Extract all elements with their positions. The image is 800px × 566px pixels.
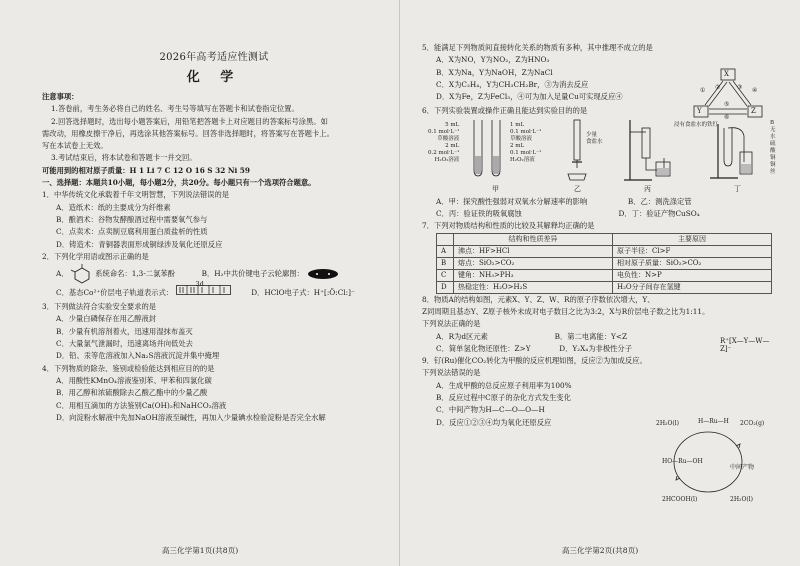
node-x: X — [724, 70, 729, 78]
q2-stem: 2．下列化学用语或图示正确的是 — [42, 251, 149, 261]
q9-option-a: A．生成甲酸的总反应原子利用率为100% — [436, 380, 572, 390]
q6-option-d: D．丁：验证产物CuSO₄ — [618, 209, 700, 219]
cycle-water-out: 2H₂O(l) — [730, 496, 753, 503]
q1-option-a: A．造纸术：纸的主要成分为纤维素 — [56, 202, 171, 212]
q5-option-b: B．X为Na，Y为NaOH，Z为NaCl — [436, 67, 553, 77]
q2-row-ab — [42, 263, 386, 285]
q4-option-b: B．用乙醇和浓硫酸除去乙酸乙酯中的少量乙酸 — [56, 388, 208, 398]
q8-stem-2: Z同周期且基态Y、Z原子核外未成对电子数目之比为3:2，X与R价层电子数之比为1:11。 — [422, 306, 710, 316]
table-row: C 键角：NH₃>PH₃ 电负性：N>P — [437, 269, 772, 281]
q6-stem: 6．下列实验装置或操作正确且能达到实验目的的是 — [422, 106, 588, 116]
note-line: 需改动，用橡皮擦干净后，再选涂其他答案标号。回答非选择题时，将答案写在答题卡上。 — [42, 128, 334, 138]
q7-stem: 7．下列对物质结构和性质的比较及其解释均正确的是 — [422, 221, 595, 231]
q6-options-row1 — [422, 196, 780, 208]
caption-bing: 丙 — [644, 184, 651, 193]
note-line: 3.考试结束后，将本试卷和答题卡一并交回。 — [51, 153, 197, 163]
copper-reaction-ding-icon — [708, 122, 768, 182]
tube2-labels: 1 mL 0.1 mol·L⁻¹ 草酸溶液 2 mL 0.1 mol·L⁻¹ H₂O₂溶液 — [510, 121, 542, 163]
burette-yi-icon — [562, 118, 592, 182]
q6-option-a: A．甲：探究酸性强弱对双氧水分解速率的影响 — [436, 196, 588, 206]
q9-stem-2: 下列说法错误的是 — [422, 368, 481, 378]
caption-yi: 乙 — [574, 184, 581, 193]
note-line: 写在本试卷上无效。 — [42, 141, 108, 151]
q2-option-c: C．基态Co²⁺价层电子轨道表示式： — [56, 288, 174, 298]
step-3: ③ — [737, 84, 743, 91]
q9-option-c: C．中间产物为H—C—O—O—H — [436, 405, 545, 415]
q8-option-c: C．简单氢化物还原性：Z>Y — [436, 343, 531, 353]
cycle-co2: 2CO₂(g) — [740, 420, 765, 427]
q8-options — [422, 331, 780, 356]
right-page — [400, 0, 800, 566]
q2-row-cd — [42, 280, 386, 301]
node-z: Z — [751, 107, 756, 115]
q1-stem: 1．中华传统文化承载着千年文明智慧，下列说法错误的是 — [42, 190, 230, 200]
q7-table — [436, 233, 772, 294]
q5-stem: 5．能满足下列物质间直接转化关系的物质有多种，其中推理不成立的是 — [422, 43, 653, 52]
q9-option-b: B．反应过程中C原子的杂化方式发生变化 — [436, 393, 571, 403]
section-heading: 一、选择题：本题共10小题，每小题2分，共20分。每小题只有一个选项符合题意。 — [42, 178, 316, 188]
q4-option-c: C．用相互滴加的方法鉴别Ca(OH)₂和NaHCO₃溶液 — [56, 400, 227, 410]
cycle-hcooh: 2HCOOH(l) — [662, 496, 698, 503]
q3-option-b: B．少量有机溶剂着火，迅速用湿抹布盖灭 — [56, 326, 193, 336]
q2-option-a-text: 系统命名：1,3-二氯苯酚 — [95, 269, 175, 279]
q8-option-b: B．第二电离能：Y<Z — [554, 331, 628, 341]
q9-stem: 9．钌(Ru)催化CO₂转化为甲酸的反应机理如图，反应②为加成反应。 — [422, 356, 647, 366]
rust-apparatus-bing-icon — [622, 118, 674, 182]
dichlorophenol-structure-icon — [71, 264, 93, 284]
q5-option-a: A．X为NO，Y为NO₂，Z为HNO₃ — [436, 55, 550, 65]
q1-option-b: B．酿酒术：谷物发酵酿酒过程中需要氧气参与 — [56, 214, 208, 224]
step-2: ② — [715, 84, 721, 91]
bing-labels: 浸有食盐水的铁钉 — [674, 121, 719, 128]
q6-options-row2 — [422, 208, 780, 220]
caption-ding: 丁 — [734, 184, 741, 193]
caption-jia: 甲 — [492, 184, 499, 193]
q8-stem: 8．物质A的结构如图，元素X、Y、Z、W、R的原子序数依次增大，Y、 — [422, 294, 655, 304]
q3-option-d: D．铅、汞等危溶液加入Na₂S溶液沉淀并集中掩埋 — [56, 351, 220, 361]
q6-option-b: B．乙：测洗涤定管 — [627, 196, 692, 206]
q3-stem: 3．下列做法符合实验安全要求的是 — [42, 302, 157, 312]
orbital-diagram — [176, 280, 231, 301]
cycle-intermediate: 中间产物 — [730, 464, 755, 471]
q6-option-c: C．丙：验证铁的吸氧腐蚀 — [436, 209, 522, 219]
page-footer: 高三化学第1页(共8页) — [161, 546, 239, 555]
note-line: 1.答卷前，考生务必将自己的姓名、考生号等填写在答题卡和试卷指定位置。 — [51, 104, 299, 114]
exam-title: 2026年高考适应性测试 — [159, 52, 269, 63]
note-line: 2.回答选择题时，选出每小题答案后，用铅笔把答题卡上对应题目的答案标号涂黑。如 — [51, 116, 328, 126]
step-1: ① — [700, 87, 706, 94]
q5-option-c: C．X为C₂H₄，Y为CH₃CH₂Br，③为消去反应 — [436, 79, 589, 89]
electron-cloud-icon — [306, 268, 340, 280]
atomic-masses: 可能用到的相对原子质量：H 1 Li 7 C 12 O 16 S 32 Ni 59 — [42, 165, 250, 175]
q2-option-a: A． — [56, 269, 69, 279]
ding-labels: B 无水硫酸铜 铜丝 — [770, 119, 776, 175]
q1-option-d: D．铸造术：青铜器表面形成铜绿涉及氧化还原反应 — [56, 239, 223, 249]
q5-option-d: D．X为Fe，Z为FeCl₃，④可为加入足量Cu可实现反应④ — [436, 92, 623, 102]
test-tubes-jia-icon — [468, 118, 506, 182]
tube1-labels: 5 mL 0.1 mol·L⁻¹ 草酸溶液 2 mL 0.2 mol·L⁻¹ H₂O₂溶液 — [428, 121, 460, 163]
table-row: D 热稳定性：H₂O>H₂S H₂O分子间存在氢键 — [437, 281, 772, 293]
burette-labels: 少量 食盐水 — [586, 131, 603, 145]
table-row: B 熔点：SiO₂>CO₂ 相对原子质量：SiO₂>CO₂ — [437, 257, 772, 269]
q4-option-d: D．向淀粉水解液中先加NaOH溶液至碱性，再加入少量碘水检验淀粉是否完全水解 — [56, 412, 326, 422]
q4-stem: 4．下列物质的除杂、鉴别或检验能达到相应目的的是 — [42, 363, 215, 373]
q4-option-a: A．用酸性KMnO₄溶液鉴别苯、甲苯和四氯化碳 — [56, 375, 212, 385]
q1-option-c: C．点卖术：点卖制豆腐利用蛋白质盐析的性质 — [56, 227, 208, 237]
step-4: ④ — [752, 87, 758, 94]
q2-option-d: D．HClO电子式：H⁺[:Ö:Cl:]⁻ — [251, 288, 355, 298]
node-y: Y — [697, 107, 702, 115]
notes-heading: 注意事项： — [42, 92, 79, 101]
q8-stem-3: 下列说法正确的是 — [422, 319, 481, 329]
q9-option-d: D．反应①②③④均为氧化还原反应 — [436, 417, 552, 427]
page-footer: 高三化学第2页(共8页) — [561, 546, 639, 555]
table-row: A 沸点：HF>HCl 原子半径：Cl>F — [437, 245, 772, 257]
q8-structure: R⁺[X—Y—W—Z]⁻ — [720, 336, 770, 353]
q3-option-a: A．少量白磷保存在用乙醇液封 — [56, 314, 157, 324]
step-5: ⑤ — [724, 101, 730, 108]
q8-option-d: D．Y₂X₄为非极性分子 — [559, 343, 633, 353]
cycle-ru-oh: HO—Ru—OH — [662, 458, 703, 465]
subject-title: 化 学 — [186, 70, 242, 85]
orbital-label: 3d — [195, 280, 204, 289]
q8-option-a: A．R为d区元素 — [436, 331, 488, 341]
step-6: ⑥ — [724, 114, 730, 121]
q3-option-c: C．大量氯气泄漏时，迅速离场并向低处去 — [56, 339, 193, 349]
q2-option-b: B．H₂中共价键电子云轮廓图： — [201, 269, 304, 279]
cycle-ru-h: H—Ru—H — [698, 418, 729, 425]
q6-apparatus — [422, 118, 780, 196]
cycle-water-in: 2H₂O(l) — [656, 420, 679, 427]
table-header-row: 结构和性质差异 主要原因 — [437, 233, 772, 245]
